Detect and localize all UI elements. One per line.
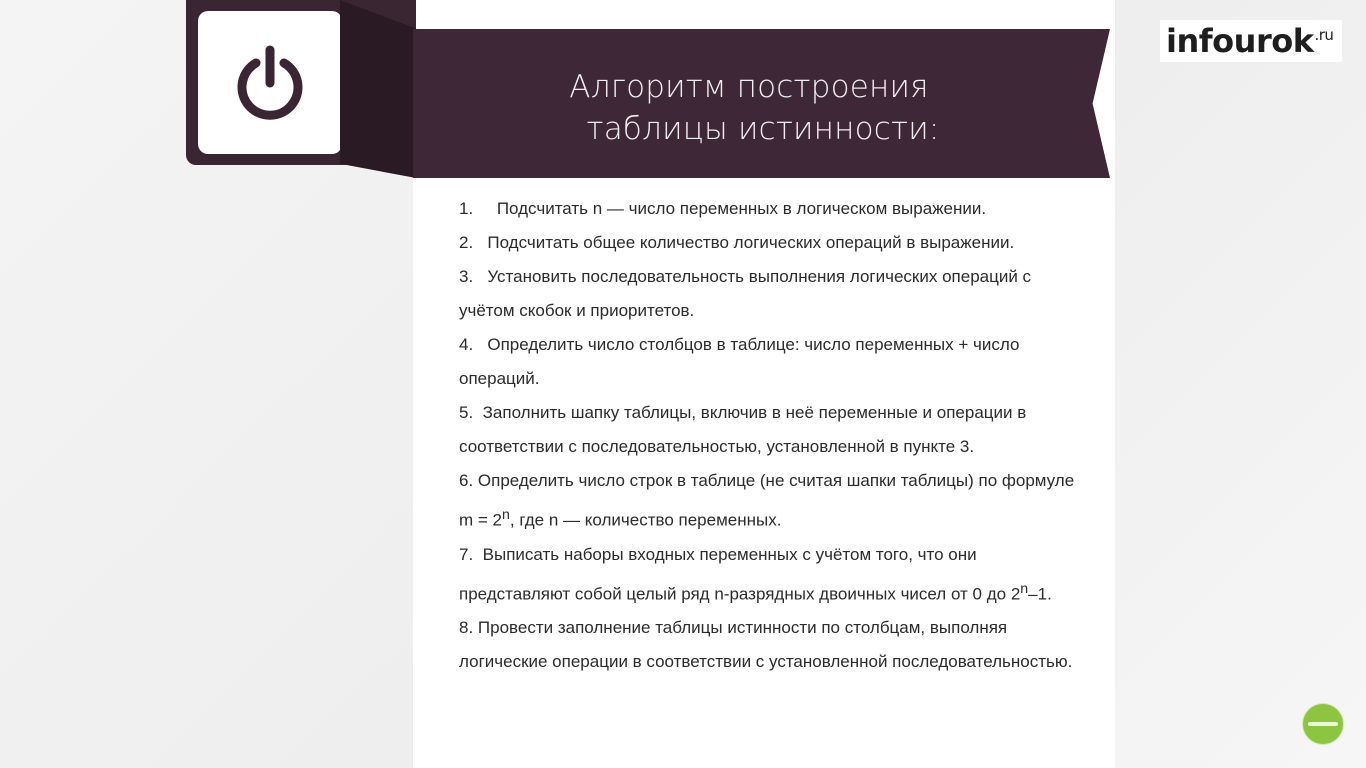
step-number: 3.	[459, 267, 474, 286]
step-exponent: n	[1020, 580, 1029, 597]
banner-fold	[340, 0, 416, 178]
step-text: Подсчитать общее количество логических операций в выражении.	[487, 233, 1015, 252]
step-text: Выписать наборы входных переменных с учётом того, что они представляют собой целый ряд n-разрядных двоичных чисел от 0 до 2	[459, 544, 1021, 604]
step-text: Подсчитать n — число переменных в логическом выражении.	[496, 199, 987, 218]
step-4	[459, 328, 1079, 396]
step-8	[459, 611, 1079, 679]
algorithm-steps	[459, 192, 1079, 679]
step-6	[459, 464, 1079, 538]
page-title	[413, 66, 1085, 150]
step-number: 2.	[459, 233, 474, 252]
step-3	[459, 260, 1079, 328]
step-exponent: n	[502, 507, 510, 523]
step-number: 8.	[459, 618, 474, 638]
step-text: Определить число столбцов в таблице: число переменных + число операций.	[459, 335, 1020, 388]
step-number: 1.	[459, 199, 474, 218]
infourok-logo	[1160, 20, 1342, 62]
badge-bar	[1308, 722, 1338, 726]
title-line-2: таблицы истинности:	[586, 111, 940, 147]
step-number: 6.	[459, 471, 474, 490]
logo-text: infourok	[1166, 22, 1314, 60]
step-text: Провести заполнение таблицы истинности по столбцам, выполняя логические операции в соответствии с установленной последовательностью.	[459, 618, 1073, 672]
step-number: 4.	[459, 335, 474, 354]
power-button-tile	[198, 11, 342, 154]
step-text: Определить число строк в таблице (не считая шапки таблицы) по формуле m = 2	[459, 471, 1075, 530]
video-badge	[1303, 704, 1343, 744]
step-number: 5.	[459, 403, 474, 422]
step-7	[459, 538, 1079, 612]
power-icon	[232, 45, 308, 121]
step-5	[459, 396, 1079, 464]
title-line-1: Алгоритм построения	[569, 69, 929, 105]
step-text-end: , где n — количество переменных.	[509, 510, 782, 530]
step-2	[459, 226, 1079, 260]
step-text: Заполнить шапку таблицы, включив в неё переменные и операции в соответствии с последовательностью, установленной в пункте 3.	[459, 403, 1027, 456]
step-text: Установить последовательность выполнения логических операций с учётом скобок и приоритетов.	[459, 267, 1032, 320]
step-1	[459, 192, 1079, 226]
step-number: 7.	[459, 544, 474, 564]
logo-suffix: .ru	[1314, 26, 1334, 44]
step-text-end: –1.	[1028, 584, 1052, 604]
